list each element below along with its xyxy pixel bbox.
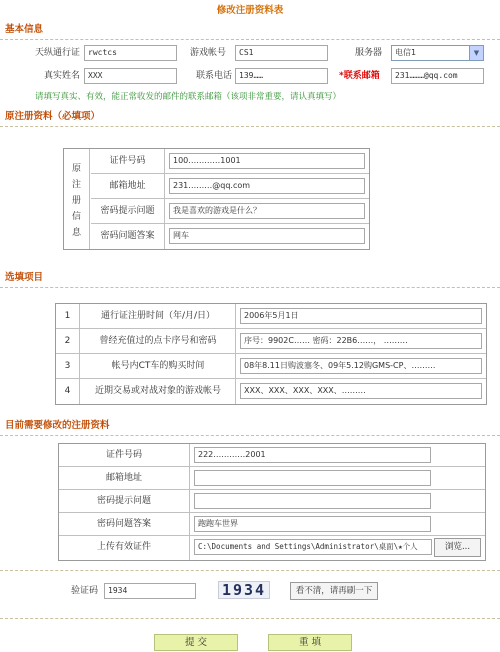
table-row <box>59 444 485 467</box>
captcha-input[interactable]: 1934 <box>104 583 196 599</box>
original-info-heading: 原注册资料（必填项） <box>5 111 101 122</box>
chevron-down-icon[interactable]: ▼ <box>469 46 483 60</box>
tianzong-label: 天纵通行证 <box>34 48 80 58</box>
car-purchase-input[interactable]: 08年8.11日购波塞冬、09年5.12购GMS-CP、……… <box>240 358 482 374</box>
table-row <box>56 304 486 329</box>
section-divider <box>0 618 500 619</box>
password-hint-label: 密码提示问题 <box>91 199 165 223</box>
section-divider <box>0 126 500 127</box>
captcha-label: 验证码 <box>70 586 98 596</box>
reset-button[interactable]: 重 填 <box>268 634 352 651</box>
table-row <box>59 513 485 536</box>
orig-email-input[interactable]: 231………@qq.com <box>169 178 365 194</box>
section-divider <box>0 287 500 288</box>
captcha-image: 1934 <box>218 581 270 599</box>
table-row <box>56 354 486 379</box>
contact-email-input[interactable]: 231………@qq.com <box>391 68 484 84</box>
submit-button[interactable]: 提 交 <box>154 634 238 651</box>
game-account-input[interactable]: CS1 <box>235 45 328 61</box>
upload-file-input[interactable]: C:\Documents and Settings\Administrator\桌面\★个人 <box>194 539 432 555</box>
car-purchase-label: 帐号内CT车的购买时间 <box>81 354 236 378</box>
email-address-label: 邮箱地址 <box>91 174 165 198</box>
optional-rows <box>56 304 486 404</box>
optional-heading: 选填项目 <box>5 272 44 283</box>
section-divider <box>0 39 500 40</box>
refresh-captcha-button[interactable]: 看不清，请再刷一下 <box>290 582 378 600</box>
upload-cert-label: 上传有效证件 <box>59 536 190 560</box>
table-row <box>91 149 369 174</box>
email-note: 请填写真实、有效，能正常收发的邮件的联系邮箱（该项非常重要，请认真填写） <box>35 92 342 102</box>
table-row <box>59 490 485 513</box>
row-number: 2 <box>56 329 80 353</box>
orig-password-answer-input[interactable]: 网车 <box>169 228 365 244</box>
register-time-label: 通行证注册时间（年/月/日） <box>81 304 236 328</box>
new-password-hint-input[interactable] <box>194 493 431 509</box>
section-divider <box>0 570 500 571</box>
table-row <box>91 174 369 199</box>
original-info-side-label: 原 注 册 信 息 <box>64 149 90 249</box>
orig-cert-number-input[interactable]: 100…………1001 <box>169 153 365 169</box>
browse-button[interactable]: 浏览... <box>434 538 481 557</box>
original-info-rows <box>91 149 369 249</box>
table-row <box>91 224 369 249</box>
realname-input[interactable]: XXX <box>84 68 177 84</box>
row-number: 4 <box>56 379 80 404</box>
table-row <box>59 467 485 490</box>
trade-accounts-input[interactable]: XXX、XXX、XXX、XXX、……… <box>240 383 482 399</box>
new-cert-number-label: 证件号码 <box>59 444 190 466</box>
register-time-input[interactable]: 2006年5月1日 <box>240 308 482 324</box>
table-row <box>59 536 485 560</box>
server-select-value: 电信1 <box>395 48 417 57</box>
row-number: 3 <box>56 354 80 378</box>
section-divider <box>0 435 500 436</box>
phone-input[interactable]: 139…… <box>235 68 328 84</box>
table-row <box>56 379 486 404</box>
new-email-label: 邮箱地址 <box>59 467 190 489</box>
server-select[interactable] <box>391 45 484 61</box>
email-required-label: *联系邮箱 <box>339 71 380 81</box>
row-number: 1 <box>56 304 80 328</box>
trade-accounts-label: 近期交易或对战对象的游戏帐号 <box>81 379 236 404</box>
basic-info-heading: 基本信息 <box>5 24 44 35</box>
orig-password-hint-input[interactable]: 我是喜欢的游戏是什么？ <box>169 203 365 219</box>
game-account-label: 游戏帐号 <box>189 48 226 58</box>
password-answer-label: 密码问题答案 <box>91 224 165 249</box>
table-row <box>56 329 486 354</box>
card-serial-input[interactable]: 序号：9902C…… 密码：22B6……， ……… <box>240 333 482 349</box>
new-password-answer-label: 密码问题答案 <box>59 513 190 535</box>
card-serial-label: 曾经充值过的点卡序号和密码 <box>81 329 236 353</box>
cert-number-label: 证件号码 <box>91 149 165 173</box>
new-cert-number-input[interactable]: 222…………2001 <box>194 447 431 463</box>
new-password-hint-label: 密码提示问题 <box>59 490 190 512</box>
realname-label: 真实姓名 <box>43 71 80 81</box>
page-title: 修改注册资料表 <box>216 5 284 16</box>
server-label: 服务器 <box>354 48 382 58</box>
modify-rows <box>59 444 485 560</box>
new-password-answer-input[interactable]: 跑跑车世界 <box>194 516 431 532</box>
table-row <box>91 199 369 224</box>
tianzong-input[interactable]: rwctcs <box>84 45 177 61</box>
new-email-input[interactable] <box>194 470 431 486</box>
modify-heading: 目前需要修改的注册资料 <box>5 420 110 431</box>
phone-label: 联系电话 <box>195 71 232 81</box>
